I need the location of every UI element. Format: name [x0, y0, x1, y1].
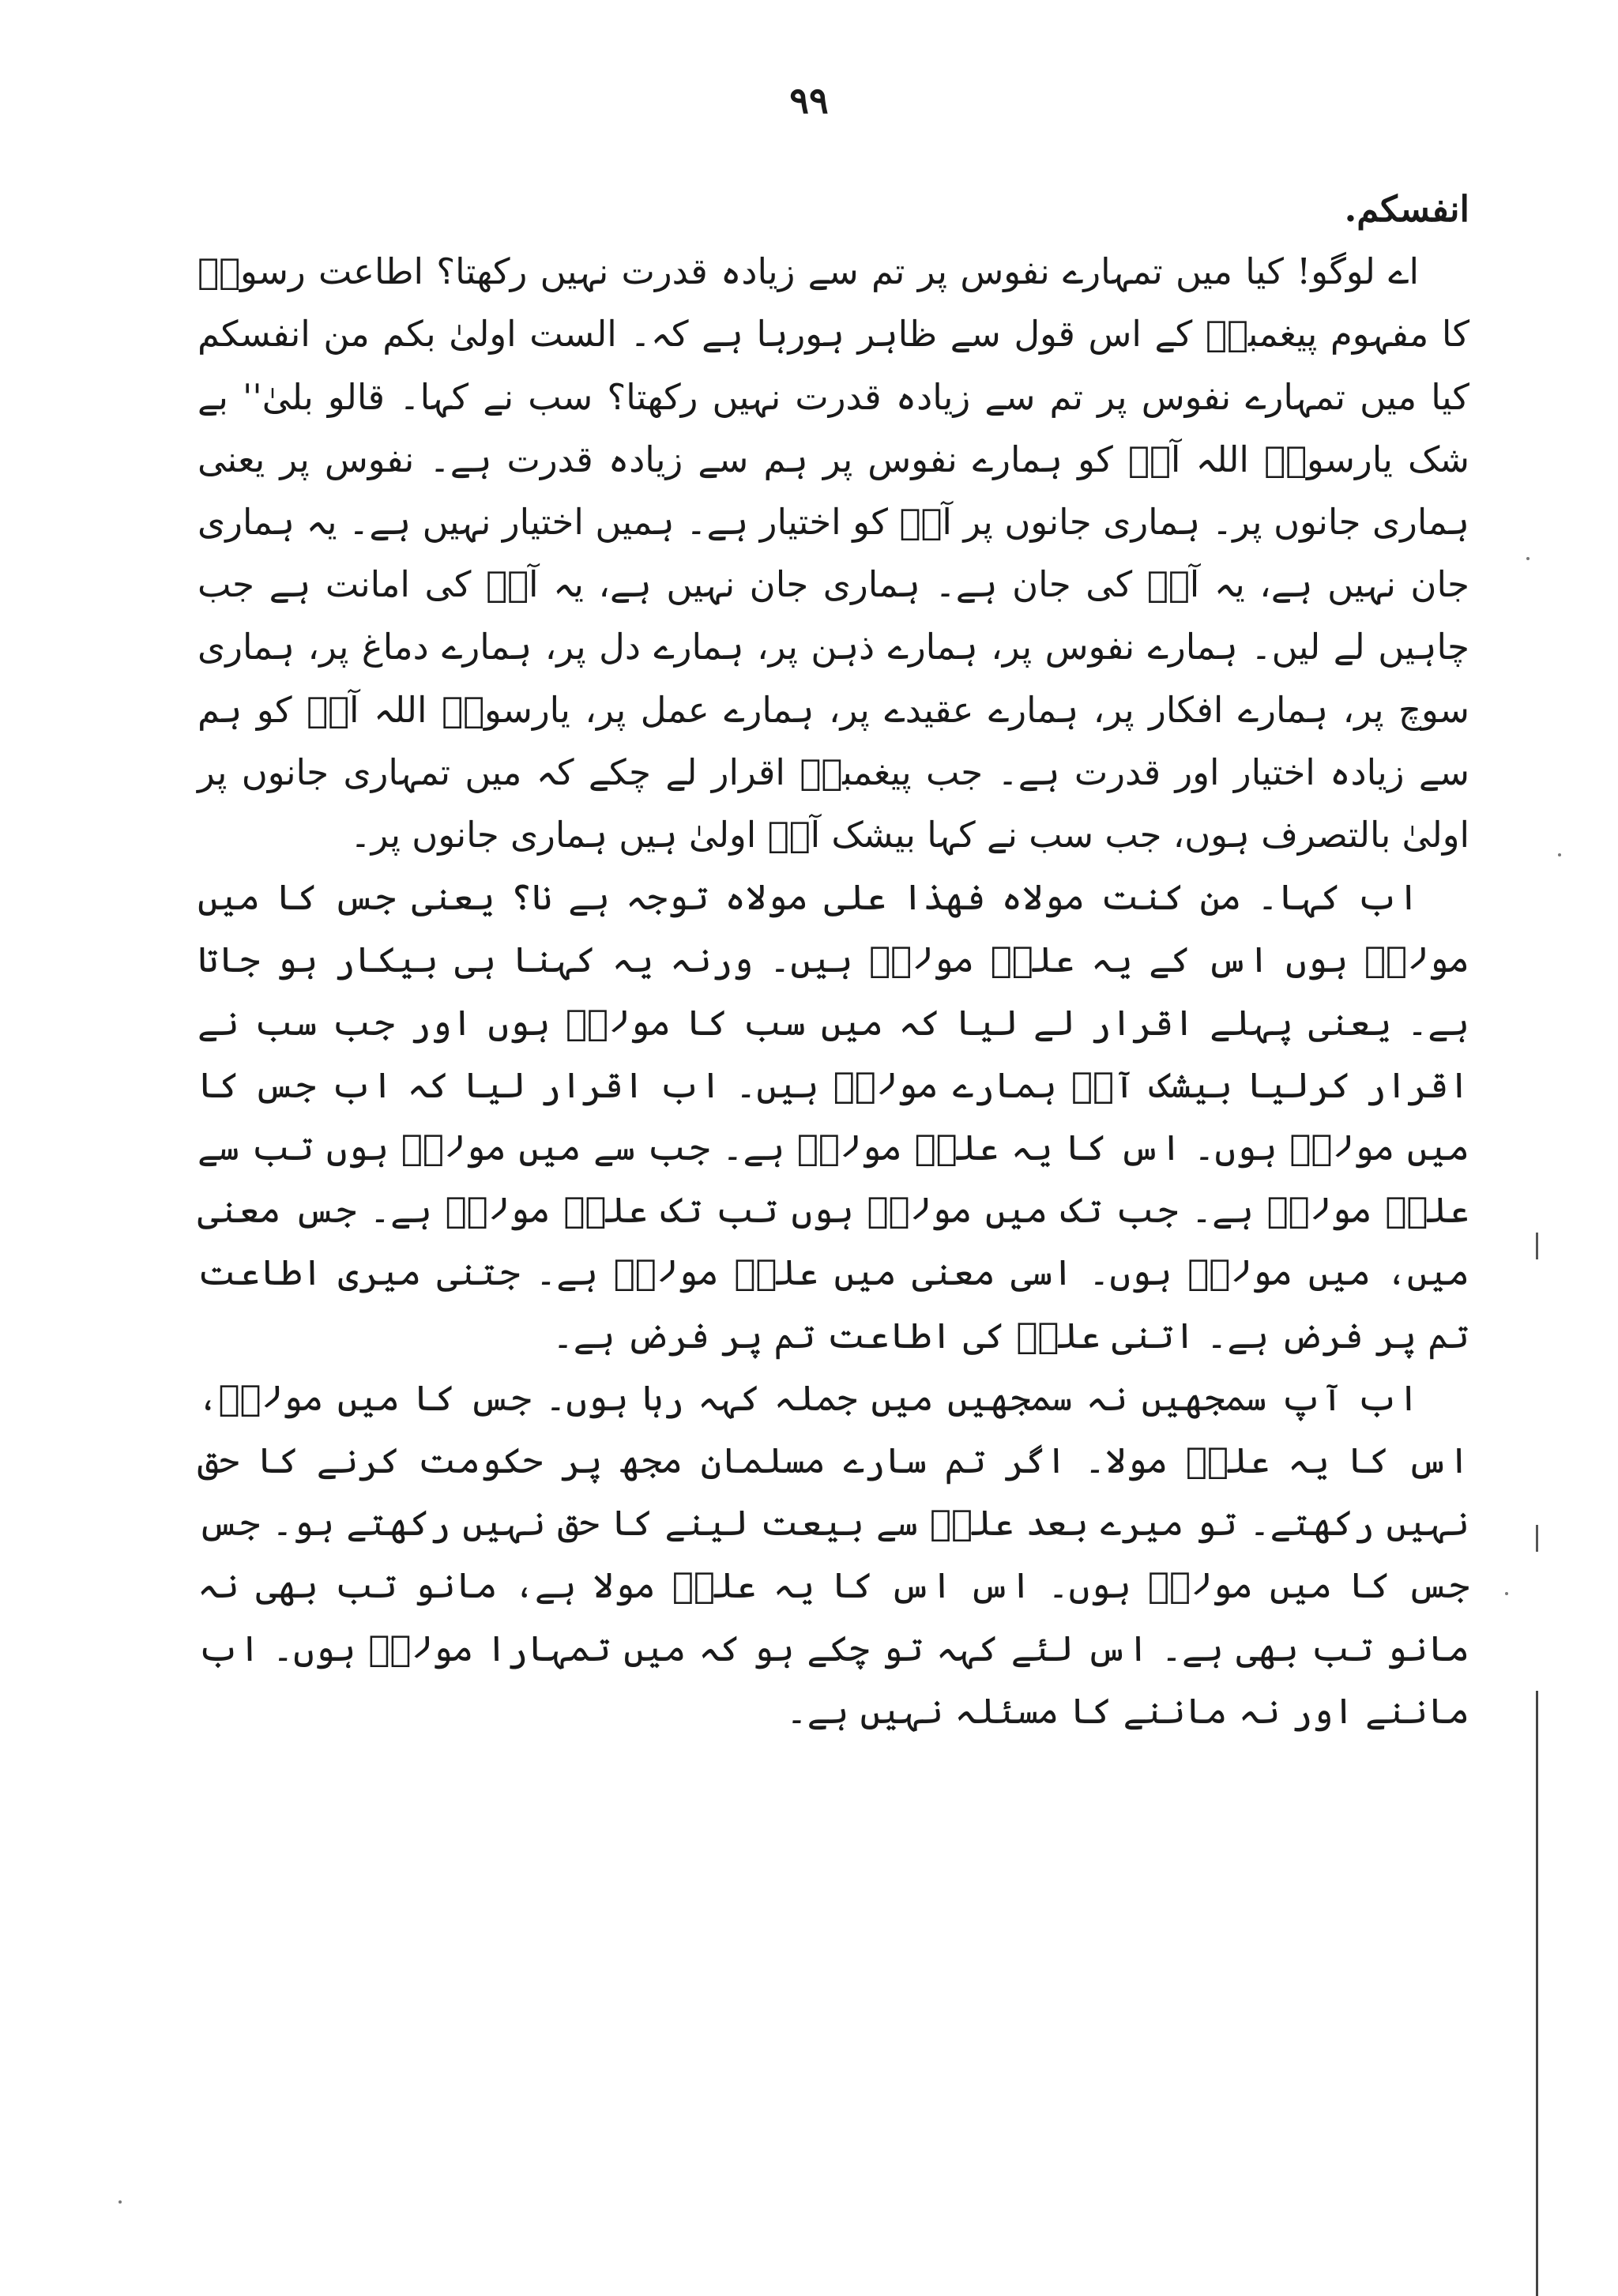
- scan-speck: [1505, 1592, 1508, 1595]
- paragraph-4: اب آپ سمجھیں نہ سمجھیں میں جملہ کہہ رہا ہوں۔ جس کا میں مولاؐ، اس کا یہ علیؑ مولا۔ اگر تم سارے مسلمان مجھ پر حکومت کرنے کا حق نہیں رکھتے۔ تو میرے بعد علیؑ سے بیعت لینے کا حق نہیں رکھتے ہو۔ جس جس کا میں مولاؐ ہوں۔ اس اس کا یہ علیؑ مولا ہے، مانو تب بھی نہ مانو تب بھی ہے۔ اس لئے کہہ تو چکے ہو کہ میں تمہارا مولاؐ ہوں۔ اب ماننے اور نہ ماننے کا مسئلہ نہیں ہے۔: [198, 1376, 1469, 1732]
- scan-speck: [119, 2200, 122, 2204]
- page-number: ٩٩: [789, 79, 829, 122]
- body-text: [198, 178, 1469, 1742]
- scan-speck: [1526, 557, 1530, 560]
- paragraph-2: اے لوگو! کیا میں تمہارے نفوس پر تم سے زیادہ قدرت نہیں رکھتا؟ اطاعت رسولؐ کا مفہوم پیغمبرؐ کے اس قول سے ظاہر ہورہا ہے کہ۔ الست اولیٰ بکم من انفسکم کیا میں تمہارے نفوس پر تم سے زیادہ قدرت نہیں رکھتا؟ سب نے کہا۔ قالو بلیٰ'' بے شک یارسولؐ اللہ آپؐ کو ہمارے نفوس پر ہم سے زیادہ قدرت ہے۔ نفوس پر یعنی ہماری جانوں پر۔ ہماری جانوں پر آپؐ کو اختیار ہے۔ ہمیں اختیار نہیں ہے۔ یہ ہماری جان نہیں ہے، یہ آپؐ کی جان ہے۔ ہماری جان نہیں ہے، یہ آپؐ کی امانت ہے جب چاہیں لے لیں۔ ہمارے نفوس پر، ہمارے ذہن پر، ہمارے دل پر، ہمارے دماغ پر، ہماری سوچ پر، ہمارے افکار پر، ہمارے عقیدے پر، ہمارے عمل پر، یارسولؐ اللہ آپؐ کو ہم سے زیادہ اختیار اور قدرت ہے۔ جب پیغمبرؐ اقرار لے چکے کہ میں تمہاری جانوں پر اولیٰ بالتصرف ہوں، جب سب نے کہا بیشک آپؐ اولیٰ ہیں ہماری جانوں پر۔: [198, 250, 1469, 856]
- scan-speck: [1558, 853, 1561, 856]
- paragraph-1: انفسکم.: [1344, 188, 1469, 230]
- paragraph-3: اب کہا۔ من کنت مولاہ فھذا علی مولاہ توجہ ہے نا؟ یعنی جس کا میں مولاؐ ہوں اس کے یہ علیؑ مولاؑ ہیں۔ ورنہ یہ کہنا ہی بیکار ہو جاتا ہے۔ یعنی پہلے اقرار لے لیا کہ میں سب کا مولاؐ ہوں اور جب سب نے اقرار کرلیا بیشک آپؐ ہمارے مولاؐ ہیں۔ اب اقرار لیا کہ اب جس کا میں مولاؐ ہوں۔ اس کا یہ علیؑ مولاؑ ہے۔ جب سے میں مولاؐ ہوں تب سے علیؑ مولاؑ ہے۔ جب تک میں مولاؐ ہوں تب تک علیؑ مولاؑ ہے۔ جس معنی میں، میں مولاؐ ہوں۔ اسی معنی میں علیؑ مولاؑ ہے۔ جتنی میری اطاعت تم پر فرض ہے۔ اتنی علیؑ کی اطاعت تم پر فرض ہے۔: [198, 876, 1469, 1357]
- scan-margin-line: [1536, 1691, 1538, 2296]
- scan-margin-mark: [1536, 1525, 1538, 1552]
- scan-margin-mark: [1536, 1233, 1538, 1259]
